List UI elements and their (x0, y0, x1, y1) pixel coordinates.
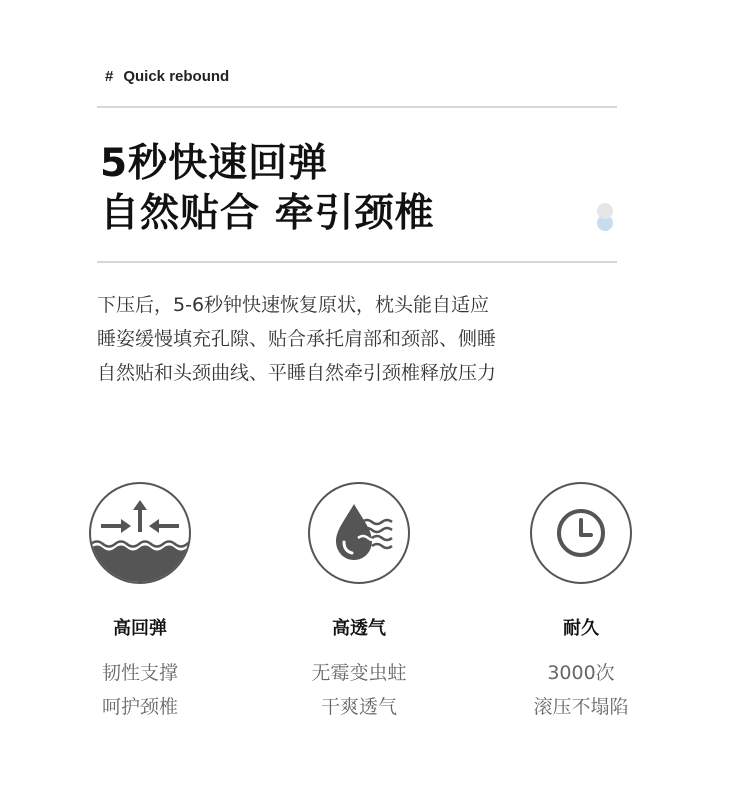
feature-desc-line: 韧性支撑 (101, 662, 178, 684)
feature-rebound (40, 482, 240, 724)
water-drop-waves-icon (308, 482, 410, 584)
feature-desc-line: 无霉变虫蛀 (311, 662, 407, 684)
description-line: 下压后，5-6秒钟快速恢复原状，枕头能自适应 (97, 294, 490, 316)
feature-desc-line: 滚压不塌陷 (533, 696, 629, 718)
feature-title: 高回弹 (113, 618, 167, 639)
feature-durable (481, 482, 681, 724)
feature-title: 耐久 (563, 618, 599, 639)
section-tag (105, 68, 229, 85)
description-line: 自然贴和头颈曲线、平睡自然牵引颈椎释放压力 (97, 362, 497, 384)
headline-line-1: 5秒快速回弹 (100, 141, 329, 186)
section-tag-label: Quick rebound (123, 68, 230, 85)
feature-desc-line: 呵护颈椎 (101, 696, 178, 718)
headline-line-2: 自然贴合 牵引颈椎 (100, 191, 435, 236)
feature-desc (259, 656, 459, 724)
feature-desc-line: 3000次 (547, 662, 615, 684)
gray-dot (597, 203, 613, 219)
feature-desc (40, 656, 240, 724)
bottom-divider (97, 261, 617, 263)
top-divider (97, 106, 617, 108)
decorative-dots (597, 203, 613, 233)
description (97, 288, 496, 390)
description-line: 睡姿缓慢填充孔隙、贴合承托肩部和颈部、侧睡 (97, 328, 497, 350)
feature-title: 高透气 (332, 618, 386, 639)
feature-desc (481, 656, 681, 724)
rebound-arrows-icon (89, 482, 191, 584)
clock-icon (530, 482, 632, 584)
hash-symbol: # (105, 68, 114, 85)
feature-breathable (259, 482, 459, 724)
feature-desc-line: 干爽透气 (320, 696, 397, 718)
